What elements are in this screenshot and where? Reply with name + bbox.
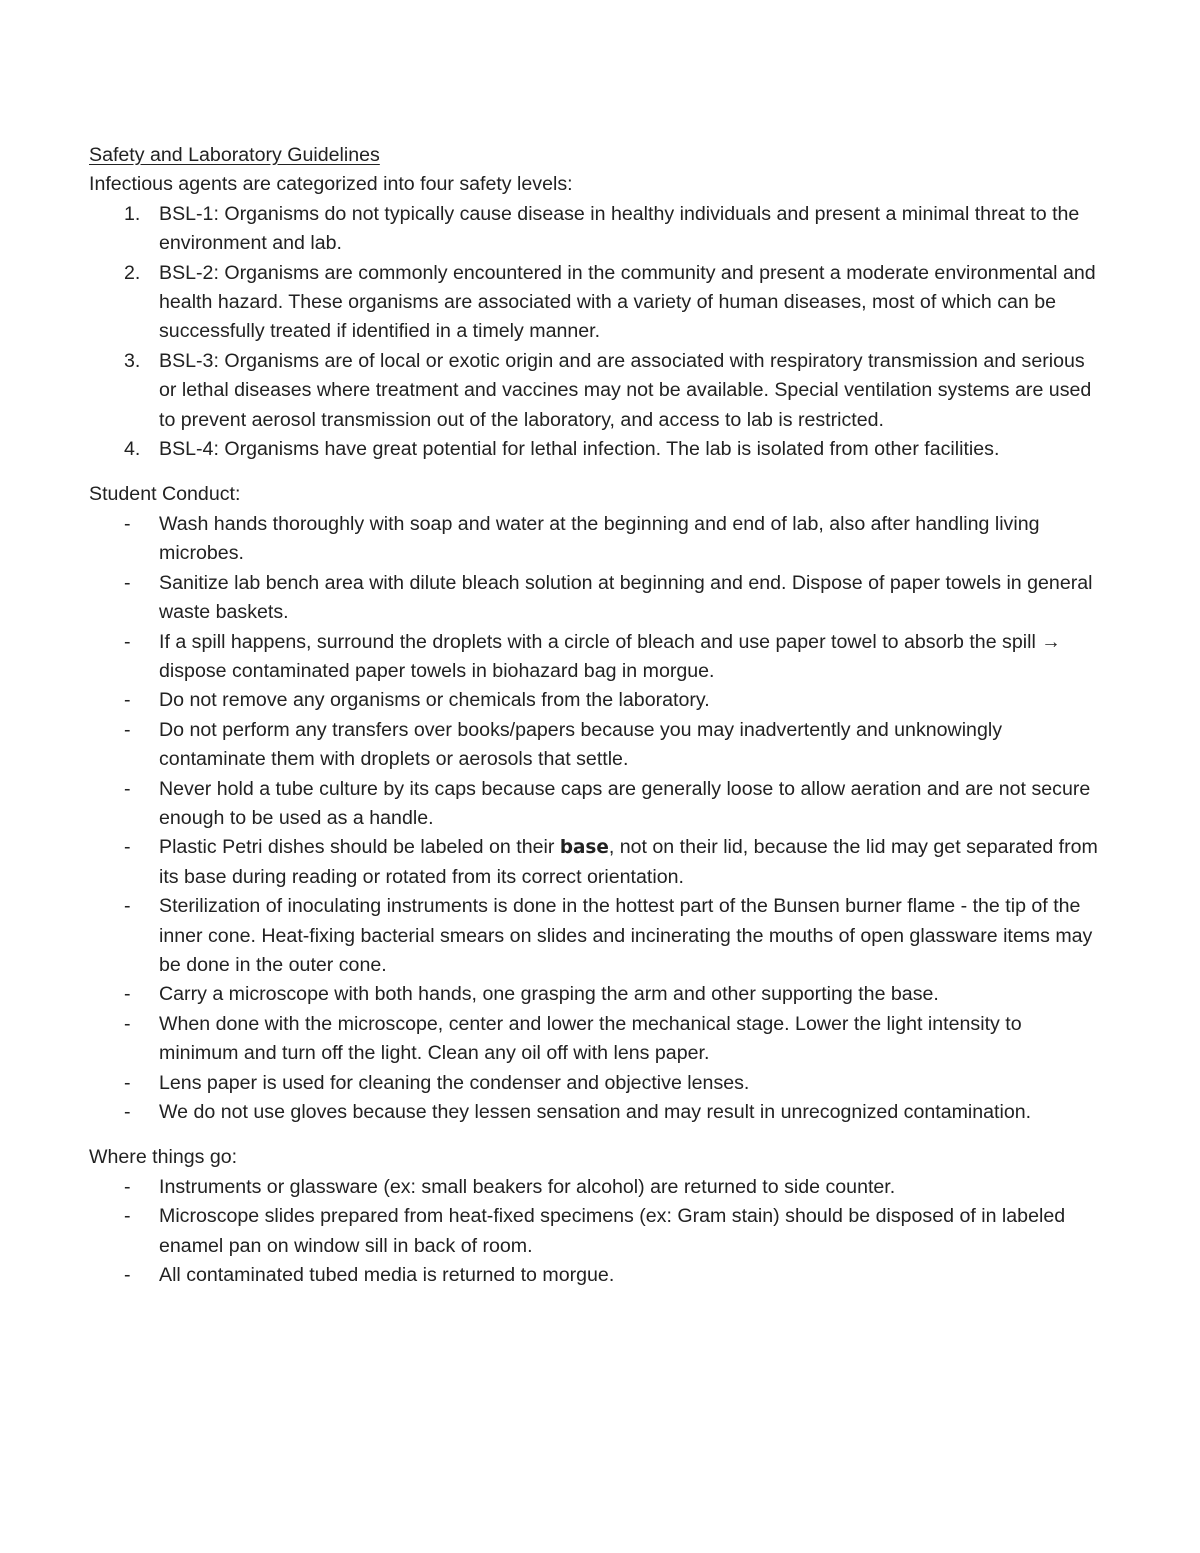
list-number: 2. bbox=[124, 261, 141, 284]
where-things-go-list bbox=[89, 1173, 1099, 1291]
list-dash: - bbox=[124, 836, 131, 859]
list-number: 4. bbox=[124, 438, 141, 461]
list-number: 3. bbox=[124, 349, 141, 372]
list-item-text: When done with the microscope, center and lower the mechanical stage. Lower the light intensity to minimum and turn off the light. Clean any oil off with lens paper. bbox=[159, 1012, 1022, 1065]
list-item-text: Instruments or glassware (ex: small beakers for alcohol) are returned to side counter. bbox=[159, 1175, 896, 1198]
where-things-go-heading: Where things go: bbox=[89, 1146, 238, 1169]
safety-level-item bbox=[89, 435, 1099, 464]
list-item-text: Carry a microscope with both hands, one grasping the arm and other supporting the base. bbox=[159, 983, 939, 1006]
text-before-bold: Plastic Petri dishes should be labeled on their bbox=[159, 836, 560, 859]
list-dash: - bbox=[124, 895, 131, 918]
bold-word: base bbox=[559, 837, 609, 859]
list-dash: - bbox=[124, 983, 131, 1006]
list-item-text: All contaminated tubed media is returned to morgue. bbox=[159, 1264, 615, 1287]
list-item bbox=[89, 1173, 1099, 1202]
list-dash: - bbox=[124, 1264, 131, 1287]
list-number: 1. bbox=[124, 202, 141, 225]
list-item bbox=[89, 1069, 1099, 1098]
intro-text: Infectious agents are categorized into four safety levels: bbox=[89, 173, 573, 196]
safety-level-text: BSL-3: Organisms are of local or exotic origin and are associated with respiratory transmission and serious or lethal diseases where treatment and vaccines may not be available. Special ventilation systems are used to prevent aerosol transmission out of the laboratory, and access to lab is restricted. bbox=[159, 349, 1092, 431]
list-item-text bbox=[159, 836, 1098, 887]
list-item-text: Microscope slides prepared from heat-fixed specimens (ex: Gram stain) should be disposed of in labeled enamel pan on window sill in back of room. bbox=[159, 1205, 1066, 1257]
list-item bbox=[89, 686, 1099, 715]
list-dash: - bbox=[124, 689, 131, 712]
list-dash: - bbox=[124, 777, 131, 800]
list-dash: - bbox=[124, 512, 131, 535]
section-spacer bbox=[89, 1127, 1099, 1143]
list-item-text: Sanitize lab bench area with dilute bleach solution at beginning and end. Dispose of paper towels in general waste baskets. bbox=[159, 571, 1093, 624]
list-item-text: Lens paper is used for cleaning the condenser and objective lenses. bbox=[159, 1071, 750, 1094]
list-dash: - bbox=[124, 1175, 131, 1198]
list-item-text: If a spill happens, surround the droplets with a circle of bleach and use paper towel to absorb the spill → dispose contaminated paper towels in biohazard bag in morgue. bbox=[159, 630, 1061, 682]
list-dash: - bbox=[124, 718, 131, 741]
list-item-text: We do not use gloves because they lessen sensation and may result in unrecognized contamination. bbox=[159, 1101, 1032, 1123]
document-body bbox=[89, 141, 1099, 1290]
document-title: Safety and Laboratory Guidelines bbox=[89, 144, 380, 166]
list-item bbox=[89, 716, 1099, 775]
list-item-text: Sterilization of inoculating instruments is done in the hottest part of the Bunsen burner flame - the tip of the inner cone. Heat-fixing bacterial smears on slides and incinerating the mouths of open glassware items may be done in the outer cone. bbox=[159, 895, 1093, 976]
list-dash: - bbox=[124, 1071, 131, 1094]
safety-levels-list bbox=[89, 200, 1099, 465]
list-dash: - bbox=[124, 1205, 131, 1228]
safety-level-item bbox=[89, 347, 1099, 435]
list-item bbox=[89, 775, 1099, 834]
list-item bbox=[89, 833, 1099, 892]
student-conduct-heading: Student Conduct: bbox=[89, 483, 241, 506]
list-dash: - bbox=[124, 571, 131, 594]
list-item bbox=[89, 892, 1099, 980]
list-dash: - bbox=[124, 630, 131, 653]
list-item-text: Wash hands thoroughly with soap and water at the beginning and end of lab, also after handling living microbes. bbox=[159, 512, 1040, 565]
list-item bbox=[89, 1010, 1099, 1069]
list-item bbox=[89, 1202, 1099, 1261]
list-item bbox=[89, 980, 1099, 1009]
list-item bbox=[89, 628, 1099, 687]
list-dash: - bbox=[124, 1012, 131, 1035]
list-item bbox=[89, 1261, 1099, 1290]
safety-level-text: BSL-1: Organisms do not typically cause disease in healthy individuals and present a minimal threat to the environment and lab. bbox=[159, 202, 1080, 255]
safety-level-item bbox=[89, 200, 1099, 259]
section-spacer bbox=[89, 464, 1099, 480]
list-item bbox=[89, 569, 1099, 628]
safety-level-text: BSL-4: Organisms have great potential for lethal infection. The lab is isolated from other facilities. bbox=[159, 438, 1000, 461]
list-item-text: Do not remove any organisms or chemicals from the laboratory. bbox=[159, 689, 710, 712]
list-dash: - bbox=[124, 1101, 131, 1123]
text-after-bold: , not on their lid, because the lid may get separated from its base during reading or rotated from its correct orientation. bbox=[159, 836, 1098, 888]
safety-level-item bbox=[89, 259, 1099, 347]
list-item bbox=[89, 510, 1099, 569]
list-item bbox=[89, 1098, 1099, 1127]
list-item-text: Do not perform any transfers over books/papers because you may inadvertently and unknowingly contaminate them with droplets or aerosols that settle. bbox=[159, 718, 1002, 771]
safety-level-text: BSL-2: Organisms are commonly encountered in the community and present a moderate environmental and health hazard. These organisms are associated with a variety of human diseases, most of which can be successfully treated if identified in a timely manner. bbox=[159, 261, 1096, 343]
list-item-text: Never hold a tube culture by its caps because caps are generally loose to allow aeration and are not secure enough to be used as a handle. bbox=[159, 777, 1091, 829]
student-conduct-list bbox=[89, 510, 1099, 1128]
